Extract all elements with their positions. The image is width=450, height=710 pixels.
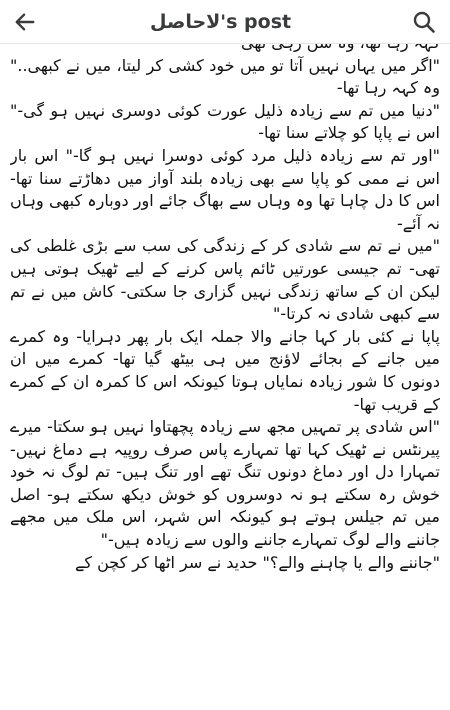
post-paragraph: "اس شادی پر تمہیں مجھ سے زیادہ پچھتاوا نہیں ہو سکتا- میرے پیرنٹس نے ٹھیک کہا تھا تمہارے پاس صرف روپیہ ہے دماغ نہیں- تمہارا دل اور دماغ دونوں تنگ تھے اور تنگ ہیں- تم لوگ نہ خود خوش رہ سکتے ہو نہ دوسروں کو خوش دیکھ سکتے ہو- اصل میں تم جیلس ہوتے ہو کیونکہ اس شہر، اس ملک میں مجھے جاننے والے لوگ تمہارے جاننے والوں سے زیادہ ہیں-" — [10, 417, 440, 550]
post-paragraph: "جاننے والے یا چاہنے والے؟" حدید نے سر اٹھا کر کچن کے — [74, 552, 440, 572]
post-paragraph: "دنیا میں تم سے زیادہ ذلیل عورت کوئی دوسری نہیں ہو گی-" اس نے پاپا کو چلاتے سنا تھا- — [10, 100, 440, 143]
search-button[interactable] — [410, 8, 438, 36]
post-paragraph: "اگر میں یہاں نہیں آتا تو میں خود کشی کر لیتا، میں نے کبھی.." وہ کہہ رہا تھا- — [10, 55, 440, 98]
top-bar — [0, 0, 450, 44]
page-title: لاحاصل's post — [150, 11, 292, 33]
post-paragraph: "اور تم سے زیادہ ذلیل مرد کوئی دوسرا نہیں ہو گا-" اس بار اس نے ممی کو پاپا سے بھی زیادہ بلند آواز میں دھاڑتے سنا تھا- اس کا دل چاہا تھا وہ وہاں سے بھاگ جائے اور دوبارہ کبھی وہاں نہ آئے- — [10, 145, 440, 233]
post-paragraph: "میں نے تم سے شادی کر کے زندگی کی سب سے بڑی غلطی کی تھی- تم جیسی عورتیں ٹائم پاس کرنے کے لیے ٹھیک ہوتی ہیں لیکن ان کے ساتھ زندگی نہیں گزاری جا سکتی- کاش میں نے تم سے کبھی شادی نہ کرتا-" — [10, 236, 440, 324]
arrow-left-icon — [14, 11, 36, 33]
post-paragraph: پاپا نے کئی بار کہا جانے والا جملہ ایک بار پھر دہرایا- وہ کمرے میں جانے کے بجائے لاؤنج میں ہی بیٹھ گیا تھا- کمرے میں ان دونوں کا شور زیادہ نمایاں ہوتا کیونکہ اس کا کمرہ ان کے کمرے کے قریب تھا- — [10, 326, 440, 414]
back-button[interactable] — [12, 9, 38, 35]
search-icon — [412, 10, 436, 34]
post-body-text — [10, 32, 440, 710]
